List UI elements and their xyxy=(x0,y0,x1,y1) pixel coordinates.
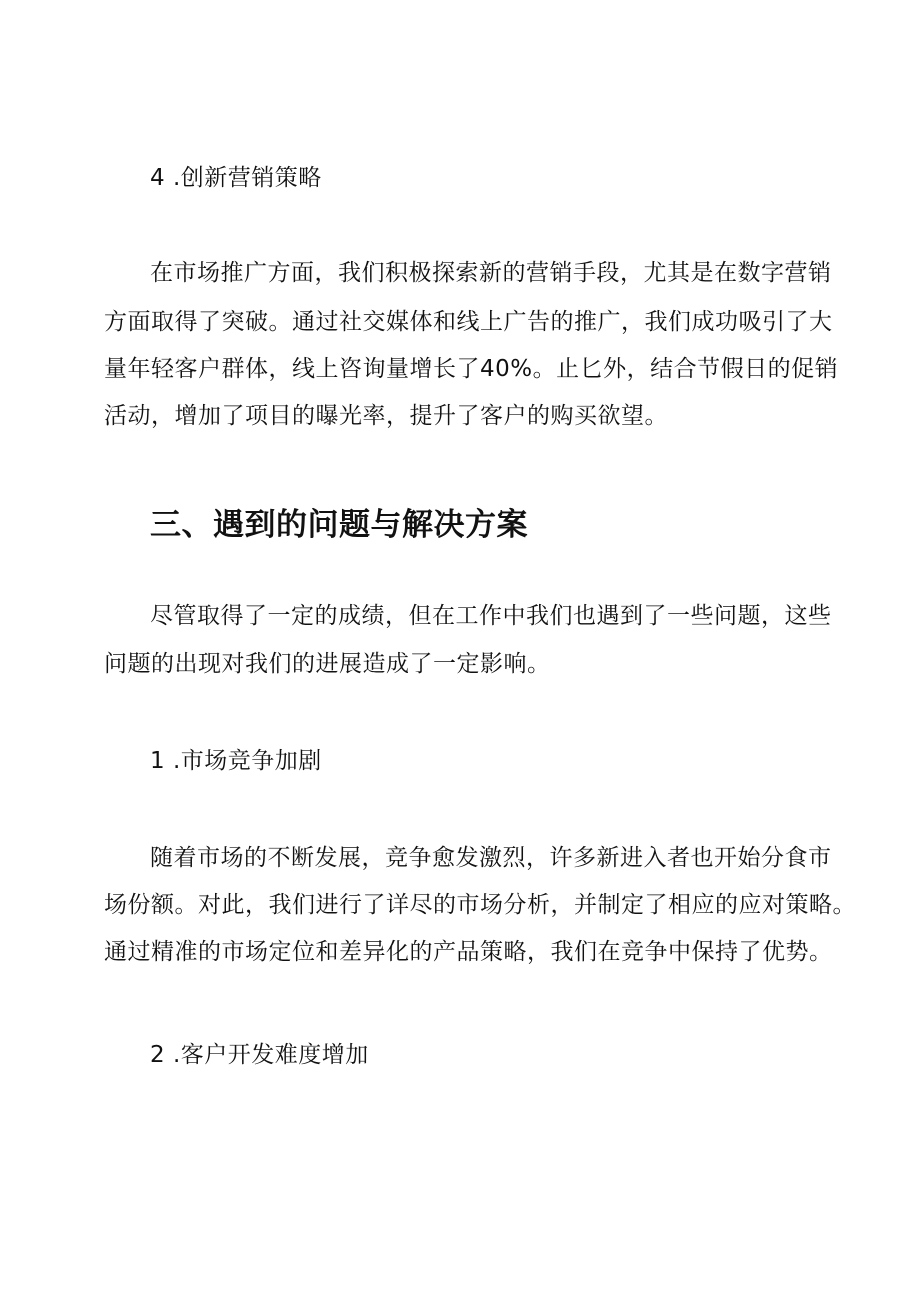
paragraph-line: 量年轻客户群体，线上咨询量增长了40%。止匕外，结合节假日的促销 xyxy=(104,356,839,382)
paragraph-line: 尽管取得了一定的成绩，但在工作中我们也遇到了一些问题，这些 xyxy=(150,603,832,629)
item-2-heading: 2 .客户开发难度增加 xyxy=(150,1042,369,1068)
item-1-heading: 1 .市场竞争加剧 xyxy=(150,748,322,774)
paragraph-line: 随着市场的不断发展，竞争愈发激烈，许多新进入者也开始分食市 xyxy=(150,845,832,871)
paragraph-line: 方面取得了突破。通过社交媒体和线上广告的推广，我们成功吸引了大 xyxy=(104,309,833,335)
paragraph-line: 通过精准的市场定位和差异化的产品策略，我们在竞争中保持了优势。 xyxy=(104,939,833,965)
paragraph-line: 场份额。对此，我们进行了详尽的市场分析，并制定了相应的应对策略。 xyxy=(104,892,856,918)
paragraph-line: 活动，增加了项目的曝光率，提升了客户的购买欲望。 xyxy=(104,403,668,429)
part-3-title: 三、遇到的问题与解决方案 xyxy=(150,507,528,543)
section-4-heading: 4 .创新营销策略 xyxy=(150,165,322,191)
paragraph-line: 问题的出现对我们的进展造成了一定影响。 xyxy=(104,651,551,677)
paragraph-line: 在市场推广方面，我们积极探索新的营销手段，尤其是在数字营销 xyxy=(150,260,832,286)
